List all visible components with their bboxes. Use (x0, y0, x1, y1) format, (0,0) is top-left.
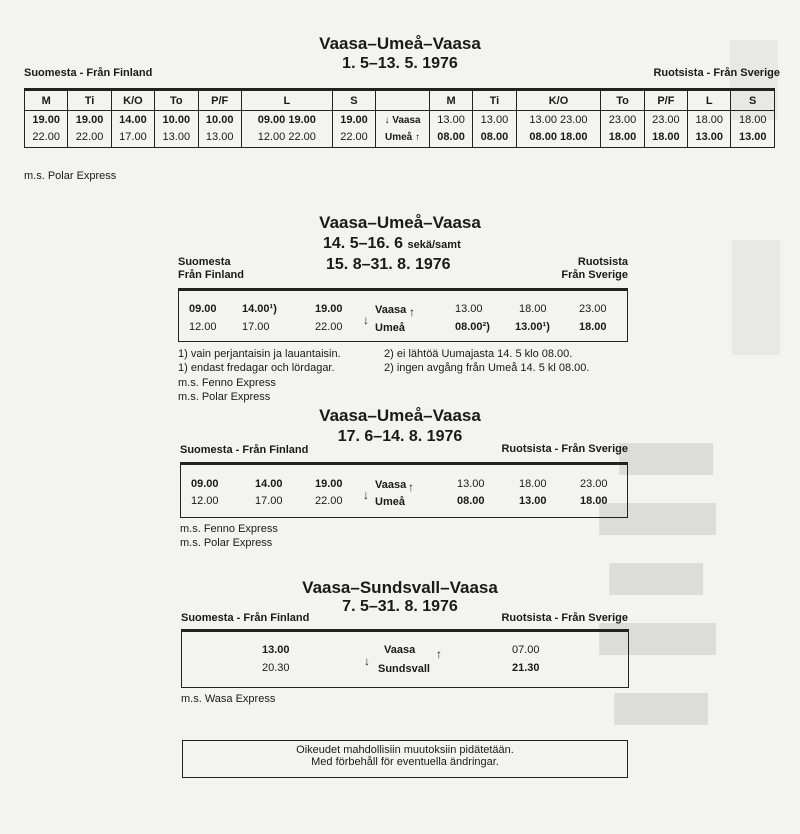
time-cell: 09.00 (189, 303, 217, 315)
time-cell: 18.00 13.00 (731, 111, 775, 148)
section4-subtitle: 7. 5–31. 8. 1976 (342, 598, 458, 615)
port-label: Vaasa (375, 304, 407, 316)
time-cell: 13.00 08.00 (429, 111, 472, 148)
day-header: L (688, 90, 731, 111)
ship-name: m.s. Polar Express (180, 537, 273, 549)
day-header: To (155, 90, 198, 111)
section1-left-header: Suomesta - Från Finland (24, 67, 153, 79)
section2-right-header-1: Ruotsista (577, 256, 628, 268)
time-cell: 22.00 (315, 321, 343, 333)
section3-left-header: Suomesta - Från Finland (180, 444, 309, 456)
time-cell: 18.00 (579, 321, 607, 333)
day-header: K/O (516, 90, 601, 111)
time-cell: 18.00 (519, 478, 547, 490)
time-cell: 23.00 (579, 303, 607, 315)
disclaimer-line: Med förbehåll för eventuella ändringar. (311, 756, 499, 768)
time-cell: 13.00 23.00 08.00 18.00 (516, 111, 601, 148)
down-arrow-icon: ↓ (364, 654, 370, 668)
time-cell: 19.00 22.00 (25, 111, 68, 148)
day-header: Ti (68, 90, 111, 111)
time-cell: 18.00 13.00 (688, 111, 731, 148)
time-cell: 23.00 (580, 478, 608, 490)
section3-timetable (180, 462, 628, 518)
port-label: Vaasa (384, 644, 416, 656)
section3-right-header: Ruotsista - Från Sverige (501, 443, 628, 455)
section3-title: Vaasa–Umeå–Vaasa (319, 406, 481, 425)
time-cell: 17.00 (242, 321, 270, 333)
time-cell: 09.00 (191, 478, 219, 490)
footnote: 1) endast fredagar och lördagar. (178, 362, 335, 374)
time-cell: 07.00 (512, 644, 540, 656)
section2-title: Vaasa–Umeå–Vaasa (319, 213, 481, 232)
up-arrow-icon: ↑ (415, 132, 421, 143)
time-cell: 09.00 19.00 12.00 22.00 (241, 111, 332, 148)
time-cell: 14.00 (255, 478, 283, 490)
times-row (25, 111, 775, 148)
time-cell: 13.00 (455, 303, 483, 315)
section4-right-header: Ruotsista - Från Sverige (501, 612, 628, 624)
up-arrow-icon: ↑ (408, 480, 414, 494)
section1-title: Vaasa–Umeå–Vaasa (319, 34, 481, 53)
section2-left-header-2: Från Finland (178, 269, 244, 281)
day-header: P/F (198, 90, 241, 111)
time-cell: 23.00 18.00 (644, 111, 687, 148)
day-header-row (25, 90, 775, 111)
day-header: L (241, 90, 332, 111)
time-cell: 21.30 (512, 662, 540, 674)
section4-left-header: Suomesta - Från Finland (181, 612, 310, 624)
day-header: K/O (111, 90, 154, 111)
print-through-block (732, 240, 780, 355)
disclaimer-box (182, 740, 628, 778)
section4-title: Vaasa–Sundsvall–Vaasa (302, 578, 498, 597)
print-through-text: ▇▇▇▇ (610, 561, 703, 594)
day-header: S (332, 90, 375, 111)
section2-timetable (178, 288, 628, 342)
time-cell: 17.00 (255, 495, 283, 507)
time-cell: 19.00 (315, 478, 343, 490)
up-arrow-icon: ↑ (436, 647, 442, 661)
section1-ship: m.s. Polar Express (24, 170, 117, 182)
port-cell: ↓ Vaasa Umeå ↑ (376, 111, 430, 148)
time-cell: 22.00 (315, 495, 343, 507)
time-cell: 08.00²) (455, 321, 490, 333)
section1-right-header: Ruotsista - Från Sverige (653, 67, 780, 79)
section3-subtitle: 17. 6–14. 8. 1976 (337, 428, 463, 445)
time-cell: 13.00¹) (515, 321, 550, 333)
section2-right-header-2: Från Sverige (561, 269, 628, 281)
disclaimer-line: Oikeudet mahdollisiin muutoksiin pidätetään. (296, 744, 514, 756)
section1-timetable (24, 88, 775, 148)
time-cell: 20.30 (262, 662, 290, 674)
print-through-text: ▇▇▇▇▇ (600, 621, 716, 654)
ship-name: m.s. Wasa Express (181, 693, 276, 705)
ship-name: m.s. Polar Express (178, 391, 271, 403)
time-cell: 10.00 13.00 (198, 111, 241, 148)
time-cell: 14.00¹) (242, 303, 277, 315)
day-header: S (731, 90, 775, 111)
footnote: 1) vain perjantaisin ja lauantaisin. (178, 348, 341, 360)
section2-subtitle-2: 15. 8–31. 8. 1976 (326, 256, 451, 273)
section4-timetable (181, 629, 629, 688)
port-label: Sundsvall (378, 663, 430, 675)
print-through-text: ▇▇▇▇▇ (600, 501, 716, 534)
time-cell: 12.00 (189, 321, 217, 333)
section2-left-header-1: Suomesta (178, 256, 231, 268)
time-cell: 19.00 22.00 (68, 111, 111, 148)
section1-subtitle: 1. 5–13. 5. 1976 (342, 55, 458, 72)
port-label: Vaasa (375, 479, 407, 491)
time-cell: 18.00 (580, 495, 608, 507)
time-cell: 13.00 (519, 495, 547, 507)
day-header: M (25, 90, 68, 111)
down-arrow-icon: ↓ (363, 313, 369, 327)
section2-subtitle-1: 14. 5–16. 6 sekä/samt (323, 235, 461, 252)
time-cell: 10.00 13.00 (155, 111, 198, 148)
time-cell: 13.00 08.00 (473, 111, 516, 148)
print-through-text: ▇▇▇▇ (615, 691, 708, 724)
port-header (376, 90, 430, 111)
time-cell: 13.00 (457, 478, 485, 490)
port-label: Umeå (375, 496, 405, 508)
down-arrow-icon: ↓ (384, 115, 390, 126)
footnote: 2) ei lähtöä Uumajasta 14. 5 klo 08.00. (384, 348, 573, 360)
day-header: P/F (644, 90, 687, 111)
time-cell: 18.00 (519, 303, 547, 315)
down-arrow-icon: ↓ (363, 488, 369, 502)
print-through-text: ▇▇▇▇ (620, 441, 713, 474)
footnote: 2) ingen avgång från Umeå 14. 5 kl 08.00. (384, 362, 590, 374)
time-cell: 14.00 17.00 (111, 111, 154, 148)
up-arrow-icon: ↑ (409, 305, 415, 319)
time-cell: 19.00 22.00 (332, 111, 375, 148)
day-header: M (429, 90, 472, 111)
time-cell: 19.00 (315, 303, 343, 315)
ship-name: m.s. Fenno Express (178, 377, 276, 389)
time-cell: 23.00 18.00 (601, 111, 644, 148)
day-header: Ti (473, 90, 516, 111)
port-label: Umeå (375, 322, 405, 334)
day-header: To (601, 90, 644, 111)
time-cell: 08.00 (457, 495, 485, 507)
time-cell: 12.00 (191, 495, 219, 507)
time-cell: 13.00 (262, 644, 290, 656)
ship-name: m.s. Fenno Express (180, 523, 278, 535)
